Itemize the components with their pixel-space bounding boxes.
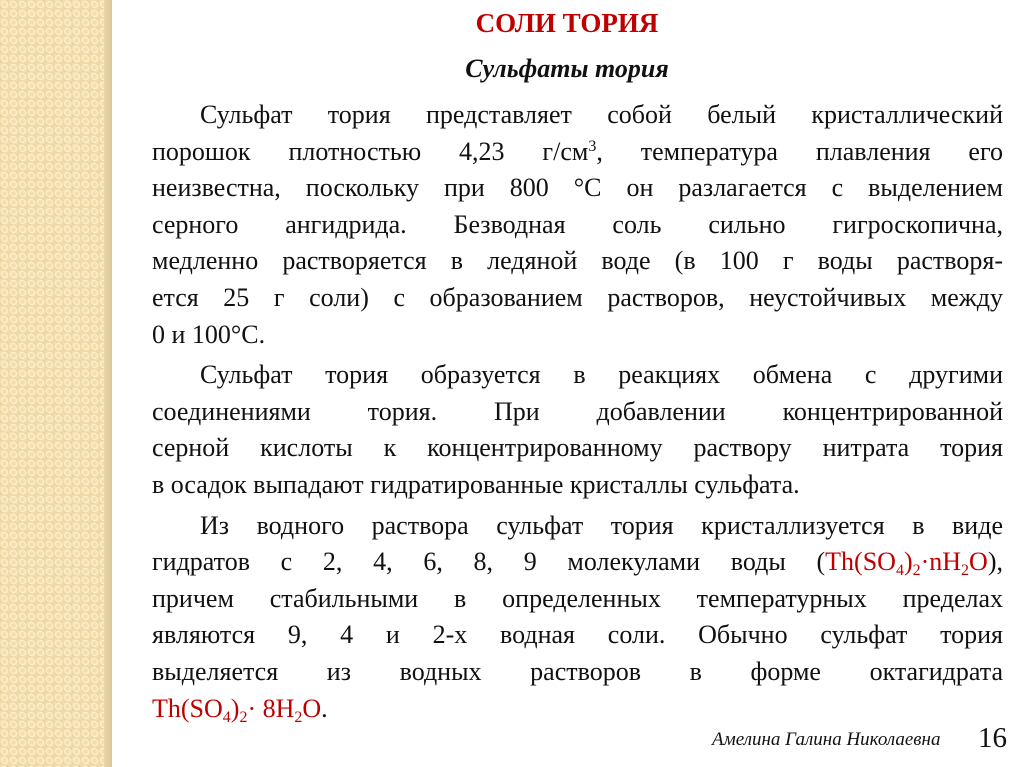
text-line: $Th(SO_4)_2\cdot 8H_2O$.	[152, 693, 328, 726]
text-line: серной кислоты к концентрированному раствору нитрата тория	[152, 433, 1003, 463]
paragraph-2	[152, 357, 1003, 503]
text-line: соединениями тория. При добавлении концентрированной	[152, 396, 1003, 426]
page-number: 16	[978, 722, 1007, 754]
slide-subtitle: Сульфаты тория	[465, 54, 669, 83]
text-line: Из водного раствора сульфат тория кристаллизуется в виде	[200, 510, 1003, 540]
formula-hydrate: $Th(SO_4)_2\cdot nH_2O$	[825, 547, 988, 580]
text-line: гидратов с 2, 4, 6, 8, 9 молекулами воды $(Th(SO_4)_2\cdot nH_2O)$,	[152, 547, 1003, 580]
text-line: выделяется из водных растворов в форме октагидрата	[152, 656, 1003, 686]
text-line: ется 25 г соли) с образованием растворов, неустойчивых между	[152, 282, 1003, 312]
text-line: в осадок выпадают гидратированные кристаллы сульфата.	[152, 469, 800, 499]
text-line: медленно растворяется в ледяной воде (в 100 г воды растворя-	[152, 246, 1003, 276]
decorative-border	[0, 0, 108, 767]
author-name: Амелина Галина Николаевна	[712, 729, 941, 750]
slide-title: СОЛИ ТОРИЯ	[475, 8, 659, 38]
border-shadow	[104, 0, 112, 767]
text-line: причем стабильными в определенных температурных пределах	[152, 583, 1003, 613]
text-line: серного ангидрида. Безводная соль сильно гигроскопична,	[152, 209, 1003, 239]
formula-octahydrate: $Th(SO_4)_2\cdot 8H_2O$	[152, 693, 322, 726]
text-line: Сульфат тория представляет собой белый кристаллический	[200, 100, 1003, 129]
text-line: 0 и 100°С.	[152, 319, 266, 349]
paragraph-3	[152, 508, 1003, 728]
slide-body	[152, 97, 1003, 727]
text-line: порошок плотностью 4,23 $г/см^3$, температура плавления его	[152, 136, 1003, 166]
text-line: неизвестна, поскольку при 800 °С он разлагается с выделением	[152, 173, 1003, 203]
text-line: являются 9, 4 и 2-х водная соли. Обычно сульфат тория	[152, 620, 1003, 650]
paragraph-1	[152, 97, 1003, 353]
text-line: Сульфат тория образуется в реакциях обмена с другими	[200, 360, 1003, 390]
